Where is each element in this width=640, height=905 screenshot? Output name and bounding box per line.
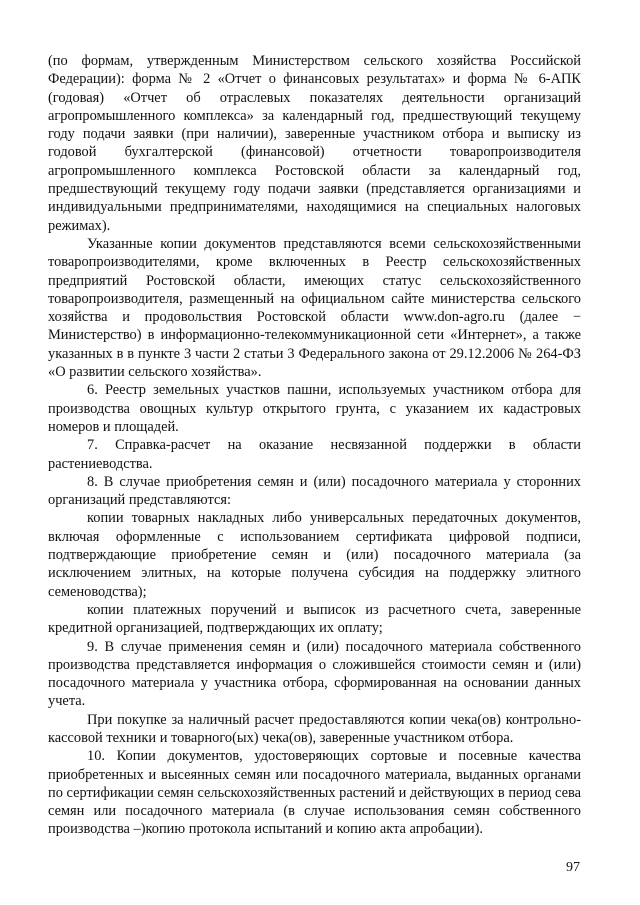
paragraph-item-10: 10. Копии документов, удостоверяющих сортовые и посевные качества приобретенных и высеянных семян или посадочного материала, выданных органами по сертификации семян сельскохозяйственных растений и действующих в период сева семян или посадочного материала (в случае использования семян собственного производства –)копию протокола испытаний и копию акта апробации).	[48, 748, 581, 838]
paragraph-item-6: 6. Реестр земельных участков пашни, используемых участником отбора для производства овощных культур открытого грунта, с указанием их кадастровых номеров и площадей.	[48, 382, 581, 435]
paragraph-item-9: 9. В случае применения семян и (или) посадочного материала собственного производства представляется информация о сложившейся стоимости семян и (или) посадочного материала у участника отбора, сформированная на основании данных учета.	[48, 638, 581, 710]
paragraph-item-8: 8. В случае приобретения семян и (или) посадочного материала у сторонних организаций представляются:	[48, 473, 581, 509]
paragraph-payment-orders: копии платежных поручений и выписок из расчетного счета, заверенные кредитной организацией, подтверждающих их оплату;	[48, 601, 581, 637]
paragraph-2: Указанные копии документов представляются всеми сельскохозяйственными товаропроизводителями, кроме включенных в Реестр сельскохозяйственных предприятий Ростовской области, имеющих статус сельскохозяйственного товаропроизводителя, размещенный на официальном сайте министерства сельского хозяйства и продовольствия Ростовской области www.don-agro.ru (далее − Министерство) в информационно-телекоммуникационной сети «Интернет», а также указанных в в пункте 3 части 2 статьи 3 Федерального закона от 29.12.2006 № 264-ФЗ «О развитии сельского хозяйства».	[48, 235, 581, 381]
paragraph-1: (по формам, утвержденным Министерством сельского хозяйства Российской Федерации): форма № 2 «Отчет о финансовых результатах» и форма № 6-АПК (годовая) «Отчет об отраслевых показателях деятельности организаций агропромышленного комплекса» за календарный год, предшествующий текущему году подачи заявки (при наличии), заверенные участником отбора и выписку из годовой бухгалтерской (финансовой) отчетности товаропроизводителя агропромышленного комплекса Ростовской области за календарный год, предшествующий текущему году подачи заявки (представляется организациями и индивидуальными предпринимателями, находящимися на специальных налоговых режимах).	[48, 53, 581, 234]
paragraph-invoices: копии товарных накладных либо универсальных передаточных документов, включая оформленные с использованием сертификата цифровой подписи, подтверждающие приобретение семян и (или) посадочного материала (за исключением элитных, на которые получена субсидия на поддержку элитного семеноводства);	[48, 510, 581, 600]
paragraph-cash-purchase: При покупке за наличный расчет предоставляются копии чека(ов) контрольно-кассовой техники и товарного(ых) чека(ов), заверенные участником отбора.	[48, 711, 581, 746]
paragraph-item-7: 7. Справка-расчет на оказание несвязанной поддержки в области растениеводства.	[48, 437, 581, 472]
page-number: 97	[566, 860, 580, 875]
document-body	[48, 52, 581, 839]
